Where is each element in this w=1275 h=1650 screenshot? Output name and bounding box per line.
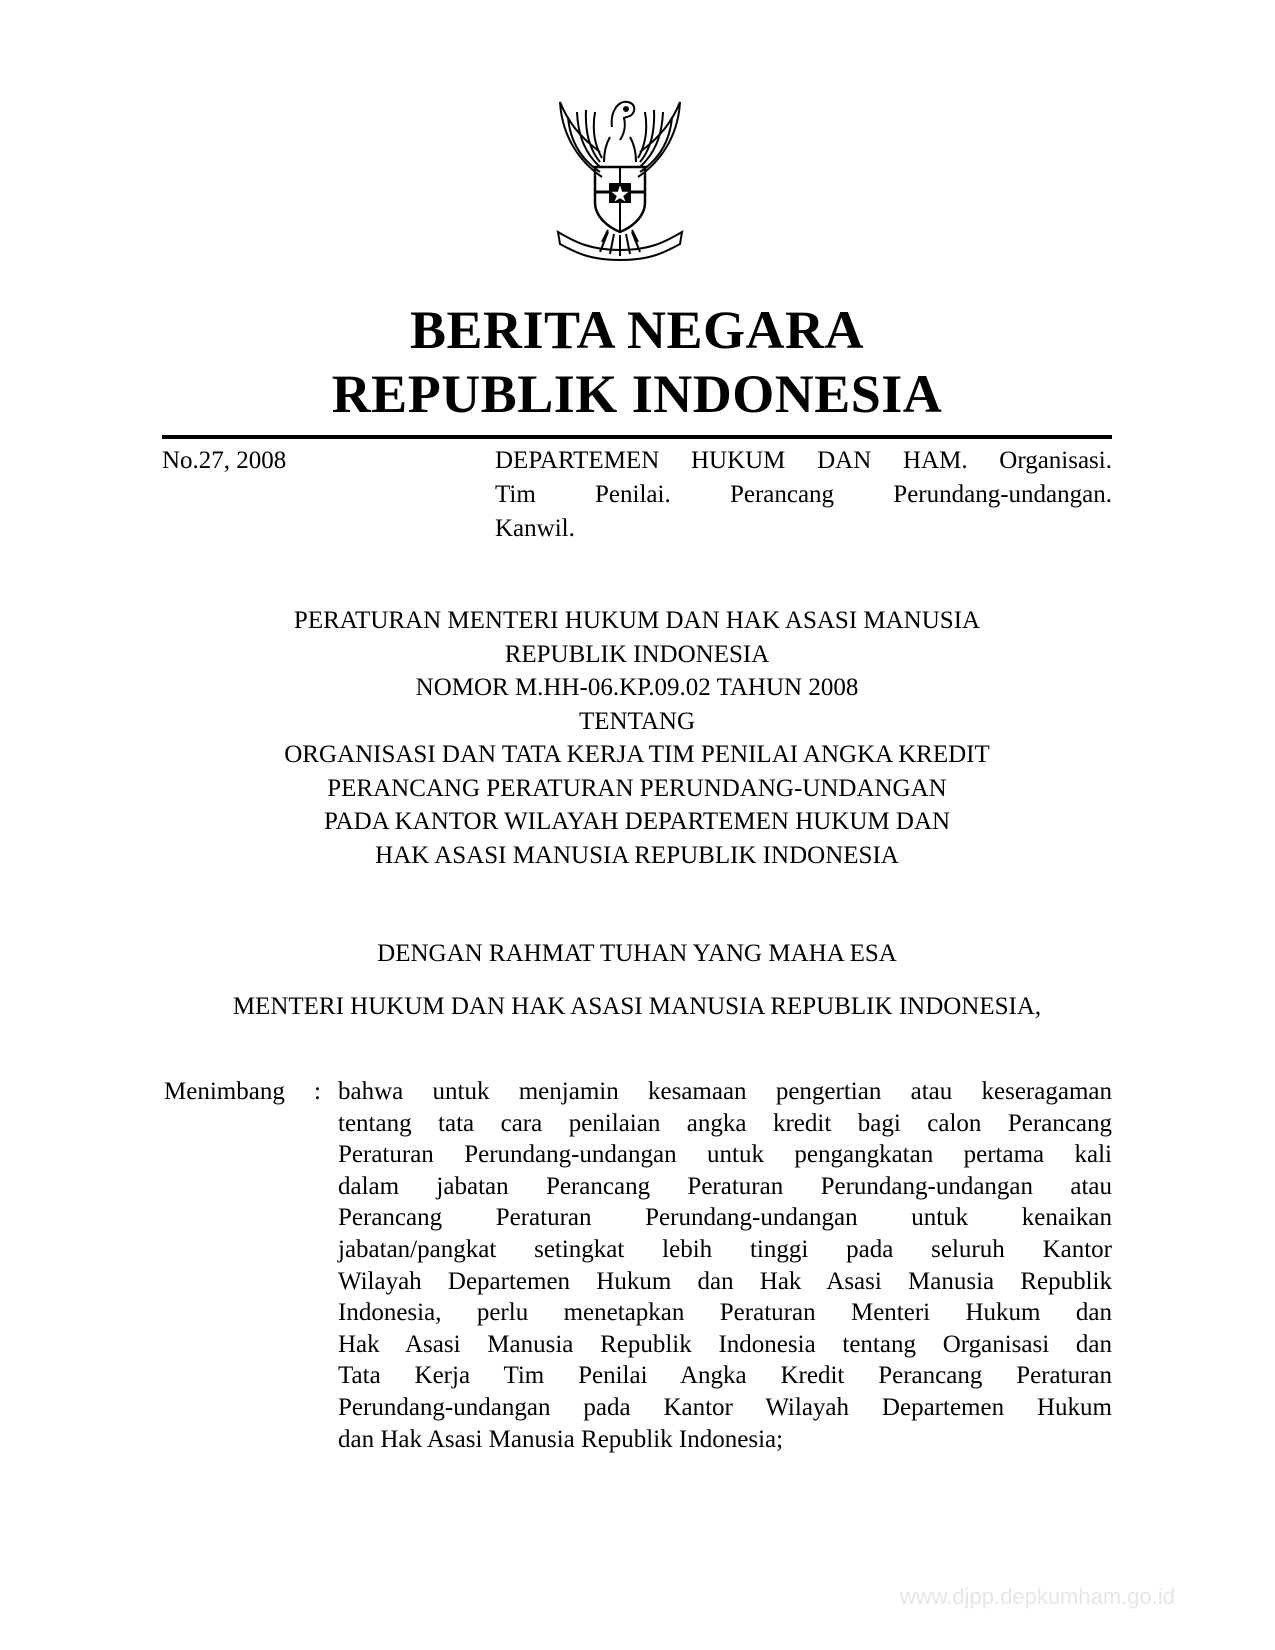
subject-line: Tim Penilai. Perancang Perundang-undangan. — [495, 481, 1112, 508]
paragraph-line: Hak Asasi Manusia Republik Indonesia tentang Organisasi dan — [338, 1330, 1112, 1358]
title-line: NOMOR M.HH-06.KP.09.02 TAHUN 2008 — [415, 674, 859, 701]
garuda-emblem-icon — [540, 82, 700, 272]
masthead-divider — [162, 435, 1112, 439]
paragraph-line: tentang tata cara penilaian angka kredit bagi calon Perancang — [338, 1109, 1112, 1137]
menimbang-colon: : — [314, 1078, 321, 1105]
paragraph-line: Perancang Peraturan Perundang-undangan untuk kenaikan — [338, 1204, 1112, 1232]
title-line: REPUBLIK INDONESIA — [504, 640, 770, 668]
issue-number: No.27, 2008 — [162, 447, 287, 474]
title-line: PADA KANTOR WILAYAH DEPARTEMEN HUKUM DAN — [323, 808, 951, 835]
paragraph-line: Indonesia, perlu menetapkan Peraturan Menteri Hukum dan — [338, 1299, 1112, 1327]
paragraph-line: Perundang-undangan pada Kantor Wilayah Departemen Hukum — [338, 1393, 1112, 1421]
subject-line: DEPARTEMEN HUKUM DAN HAM. Organisasi. — [495, 447, 1112, 474]
subject-line: Kanwil. — [495, 515, 575, 542]
menimbang-paragraph — [338, 1076, 1112, 1455]
divine-invocation: DENGAN RAHMAT TUHAN YANG MAHA ESA — [377, 940, 897, 967]
masthead-title: BERITA NEGARA — [409, 300, 865, 360]
watermark: www.djpp.depkumham.go.id — [899, 1584, 1175, 1609]
title-line: PERATURAN MENTERI HUKUM DAN HAK ASASI MANUSIA — [293, 607, 981, 634]
regulation-title — [162, 604, 1112, 872]
minister-line: MENTERI HUKUM DAN HAK ASASI MANUSIA REPUBLIK INDONESIA, — [232, 993, 1042, 1020]
paragraph-line: jabatan/pangkat setingkat lebih tinggi pada seluruh Kantor — [338, 1235, 1112, 1263]
paragraph-line: dan Hak Asasi Manusia Republik Indonesia; — [338, 1425, 784, 1453]
issue-subject — [495, 444, 1112, 546]
title-line: PERANCANG PERATURAN PERUNDANG-UNDANGAN — [327, 774, 947, 802]
paragraph-line: bahwa untuk menjamin kesamaan pengertian atau keseragaman — [338, 1078, 1112, 1105]
paragraph-line: Tata Kerja Tim Penilai Angka Kredit Perancang Peraturan — [338, 1362, 1112, 1390]
masthead-subtitle: REPUBLIK INDONESIA — [331, 364, 943, 424]
menimbang-label: Menimbang — [164, 1078, 285, 1105]
title-line: ORGANISASI DAN TATA KERJA TIM PENILAI ANGKA KREDIT — [284, 741, 990, 768]
paragraph-line: Peraturan Perundang-undangan untuk pengangkatan pertama kali — [338, 1141, 1112, 1169]
title-line: HAK ASASI MANUSIA REPUBLIK INDONESIA — [375, 841, 899, 869]
paragraph-line: dalam jabatan Perancang Peraturan Perundang-undangan atau — [338, 1172, 1112, 1200]
paragraph-line: Wilayah Departemen Hukum dan Hak Asasi Manusia Republik — [338, 1267, 1112, 1295]
title-line: TENTANG — [578, 707, 696, 735]
